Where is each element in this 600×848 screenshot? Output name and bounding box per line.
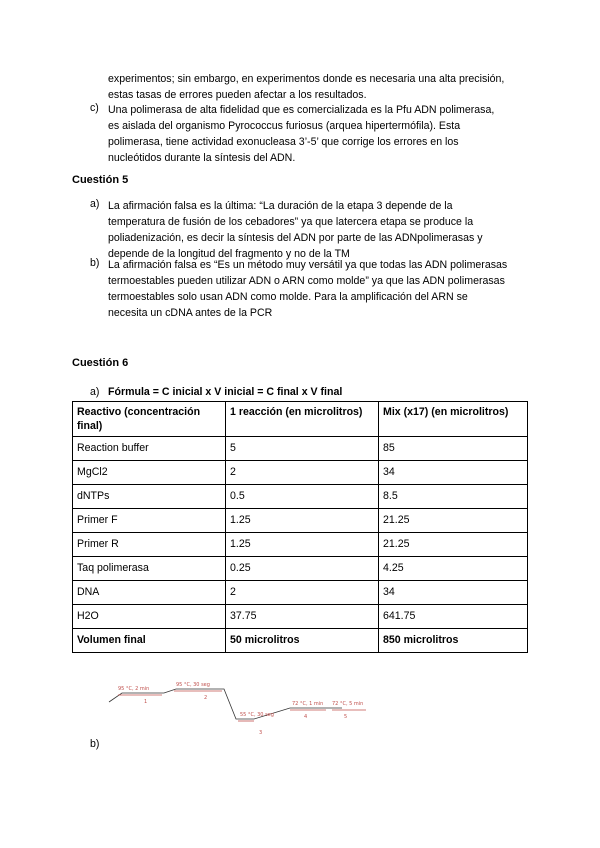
table-row [73,509,528,533]
table-total-row [73,629,528,653]
step-label: 72 °C, 5 min [332,701,364,707]
list-marker-c: c) [90,102,99,114]
item-c-paragraph [108,102,528,166]
list-marker-a: a) [90,198,100,210]
list-marker-b-c6: b) [90,738,100,750]
cuestion5-a-paragraph [108,198,533,262]
table-row [73,485,528,509]
table-cell: 0.25 [226,557,379,581]
step-number: 4 [304,714,308,720]
text-line: termoestables solo usan ADN como molde. Para la amplificación del ARN se [108,291,468,303]
table-row [73,581,528,605]
step-label: 72 °C, 1 min [292,701,324,707]
text-line: necesita un cDNA antes de la PCR [108,307,273,319]
table-cell: 50 microlitros [226,629,379,653]
table-cell: 1.25 [226,509,379,533]
table-cell: Primer F [73,509,226,533]
table-cell: Taq polimerasa [73,557,226,581]
cuestion5-b-paragraph [108,257,533,321]
table-cell: dNTPs [73,485,226,509]
table-cell: 850 microlitros [379,629,528,653]
table-cell: MgCl2 [73,461,226,485]
table-cell: 0.5 [226,485,379,509]
formula-line: Fórmula = C inicial x V inicial = C final x V final [108,386,343,398]
table-cell: DNA [73,581,226,605]
table-cell: 2 [226,461,379,485]
table-row [73,437,528,461]
heading-cuestion-5: Cuestión 5 [72,174,129,186]
table-header-row [73,402,528,437]
step-label: 95 °C, 2 min [118,686,150,692]
table-row [73,461,528,485]
step-number: 5 [344,714,348,720]
text-line: poliadenización, es decir la síntesis del ADN por parte de las ADNpolimerasas y [108,232,483,244]
step-number: 1 [144,699,148,705]
table-row [73,557,528,581]
column-header: Mix (x17) (en microlitros) [379,402,528,437]
table-row [73,533,528,557]
text-line: La afirmación falsa es “Es un método muy versátil ya que todas las ADN polimerasas [108,259,508,271]
table-cell: Volumen final [73,629,226,653]
text-line: es aislada del organismo Pyrococcus furiosus (arquea hipertermófila). Esta [108,120,461,132]
table-row [73,605,528,629]
table-cell: 21.25 [379,533,528,557]
text-line: depende de la longitud del fragmento y no de la TM [108,248,350,260]
table-cell: Primer R [73,533,226,557]
table-cell: 21.25 [379,509,528,533]
step-number: 3 [259,730,263,736]
text-line: La afirmación falsa es la última: “La duración de la etapa 3 depende de la [108,200,453,212]
table-cell: 641.75 [379,605,528,629]
table-cell: H2O [73,605,226,629]
table-cell: 1.25 [226,533,379,557]
text-line: termoestables pueden utilizar ADN o ARN como molde” ya que las ADN polimerasas [108,275,505,287]
step-label: 55 °C, 30 seg [240,712,274,718]
text-line: estas tasas de errores pueden afectar a los resultados. [108,89,367,101]
list-marker-a-c6: a) [90,386,100,398]
table-cell: 5 [226,437,379,461]
text-line: Una polimerasa de alta fidelidad que es comercializada es la Pfu ADN polimerasa, [108,104,495,116]
table-cell: 8.5 [379,485,528,509]
table-cell: 2 [226,581,379,605]
reagents-table [72,401,528,653]
column-header: 1 reacción (en microlitros) [226,402,379,437]
text-line: temperatura de fusión de los cebadores” ya que latercera etapa se produce la [108,216,474,228]
list-marker-b: b) [90,257,100,269]
step-label: 95 °C, 30 seg [176,682,210,688]
table-cell: 85 [379,437,528,461]
text-line: polimerasa, tiene actividad exonucleasa 3’-5’ que corrige los errores en los [108,136,459,148]
table-cell: 34 [379,581,528,605]
text-line: experimentos; sin embargo, en experimentos donde es necesaria una alta precisión, [108,73,505,85]
heading-cuestion-6: Cuestión 6 [72,357,129,369]
step-number: 2 [204,695,208,701]
column-header: Reactivo (concentración final) [73,402,226,437]
table-cell: 34 [379,461,528,485]
text-line: nucleótidos durante la síntesis del ADN. [108,152,296,164]
table-cell: 4.25 [379,557,528,581]
continuation-paragraph [108,71,528,103]
table-cell: Reaction buffer [73,437,226,461]
table-cell: 37.75 [226,605,379,629]
thermal-profile-sketch [104,676,394,740]
